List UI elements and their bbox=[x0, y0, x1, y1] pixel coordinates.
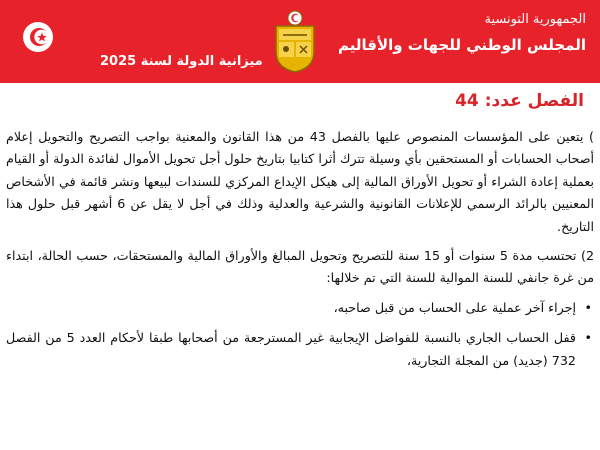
tunisia-flag-icon bbox=[10, 12, 66, 62]
budget-title: ميزانية الدولة لسنة 2025 bbox=[100, 54, 263, 69]
council-title: المجلس الوطني للجهات والأقاليم bbox=[337, 36, 586, 54]
list-item-text: إجراء آخر عملية على الحساب من قبل صاحبه، bbox=[333, 299, 576, 315]
paragraph: 2) تحتسب مدة 5 سنوات أو 15 سنة للتصريح وتحويل المبالغ والأوراق المالية والمستحقات، حسب الحالة، ابتداء من غرة جانفي للسنة الموالية للسنة التي تم خلالها: bbox=[6, 248, 595, 286]
list-item bbox=[6, 297, 592, 319]
chapter-heading bbox=[455, 91, 584, 111]
chapter-label: الفصل عدد: bbox=[484, 91, 584, 111]
bullet-icon: • bbox=[584, 299, 592, 315]
header-banner bbox=[0, 0, 600, 83]
document-body bbox=[6, 126, 594, 380]
list-item-text: قفل الحساب الجاري بالنسبة للفواضل الإيجابية غير المسترجعة من أصحابها طبقا لأحكام العدد 5 من الفصل 732 (جديد) من المجلة التجارية، bbox=[6, 330, 576, 368]
bullet-list bbox=[6, 297, 594, 372]
list-item bbox=[6, 327, 592, 372]
bullet-icon: • bbox=[584, 330, 592, 346]
tunisia-coat-of-arms-icon bbox=[270, 8, 320, 74]
paragraph: ) يتعين على المؤسسات المنصوص عليها بالفصل 43 من هذا القانون والمعنية بواجب التصريح والتحويل إعلام أصحاب الحسابات أو المستحقين بأي وسيلة تترك أثرا كتابيا بتاريخ حلول أجل تحويل الأموال لفائدة الدولة أو القيام بعملية إعادة الشراء أو تحويل الأوراق المالية إلى هيكل الإيداع المركزي للسندات لبيعها ونشر قائمة في الأشخاص المعنيين بالرائد الرسمي للإعلانات القانونية والشرعية والعدلية وذلك في أجل لا يقل عن 6 أشهر قبل حلول هذا التاريخ. bbox=[6, 129, 594, 234]
chapter-number: 44 bbox=[455, 91, 479, 111]
republic-title: الجمهورية التونسية bbox=[484, 12, 586, 27]
